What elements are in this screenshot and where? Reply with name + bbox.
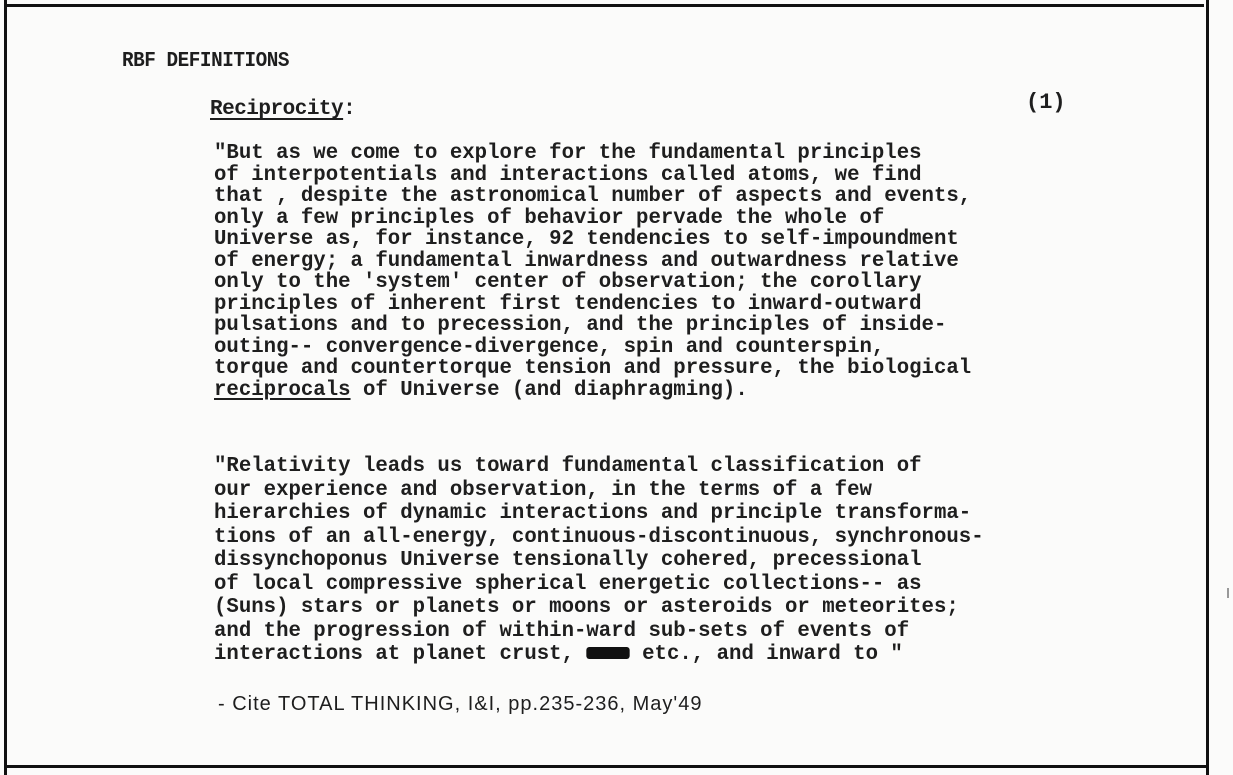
section-title xyxy=(210,98,355,121)
text-line: outing-- convergence-divergence, spin and counterspin, xyxy=(214,335,885,359)
text-line: of local compressive spherical energetic collections-- as xyxy=(214,572,922,596)
text-line-last xyxy=(214,643,984,667)
text-line: of interpotentials and interactions called atoms, we find xyxy=(214,163,922,187)
text-fragment: etc., and inward to " xyxy=(629,643,903,666)
margin-mark xyxy=(1227,588,1229,598)
underlined-word: reciprocals xyxy=(214,378,351,402)
text-line: principles of inherent first tendencies to inward-outward xyxy=(214,292,922,316)
text-line: only to the 'system' center of observation; the corollary xyxy=(214,271,922,294)
frame-left-rule xyxy=(4,0,7,775)
page-number: (1) xyxy=(1026,90,1066,115)
text-line: dissynchoponus Universe tensionally cohered, precessional xyxy=(214,549,922,572)
text-line: of energy; a fundamental inwardness and outwardness relative xyxy=(214,249,959,273)
text-fragment: interactions at planet crust, xyxy=(214,643,587,666)
text-line: our experience and observation, in the terms of a few xyxy=(214,478,872,502)
frame-bottom-rule xyxy=(4,765,1209,768)
text-line: Universe as, for instance, 92 tendencies to self-impoundment xyxy=(214,228,959,251)
frame-right-rule xyxy=(1206,0,1209,775)
text-line: "Relativity leads us toward fundamental classification of xyxy=(214,455,922,478)
text-line: pulsations and to precession, and the principles of inside- xyxy=(214,314,947,337)
text-line-last xyxy=(214,380,971,402)
section-title-text: Reciprocity xyxy=(210,98,344,121)
frame-top-rule xyxy=(4,4,1204,7)
text-line: hierarchies of dynamic interactions and principle transforma- xyxy=(214,502,972,525)
document-heading: RBF DEFINITIONS xyxy=(122,50,290,73)
text-fragment: of Universe (and diaphragming). xyxy=(350,378,748,402)
text-line: tions of an all-energy, continuous-discontinuous, synchronous- xyxy=(214,525,984,549)
text-line: and the progression of within-ward sub-sets of events of xyxy=(214,619,910,643)
text-line: only a few principles of behavior pervade the whole of xyxy=(214,206,885,230)
citation: - Cite TOTAL THINKING, I&I, pp.235-236, May'49 xyxy=(218,693,703,715)
text-line: "But as we come to explore for the fundamental principles xyxy=(214,142,922,165)
quote-paragraph-1 xyxy=(214,143,983,401)
redaction-mark xyxy=(586,647,629,659)
text-line: (Suns) stars or planets or moons or asteroids or meteorites; xyxy=(214,596,959,619)
quote-paragraph-2 xyxy=(214,455,995,667)
text-line: that , despite the astronomical number of aspects and events, xyxy=(214,185,972,208)
text-line: torque and countertorque tension and pressure, the biological xyxy=(214,357,972,380)
section-title-colon: : xyxy=(343,98,356,121)
